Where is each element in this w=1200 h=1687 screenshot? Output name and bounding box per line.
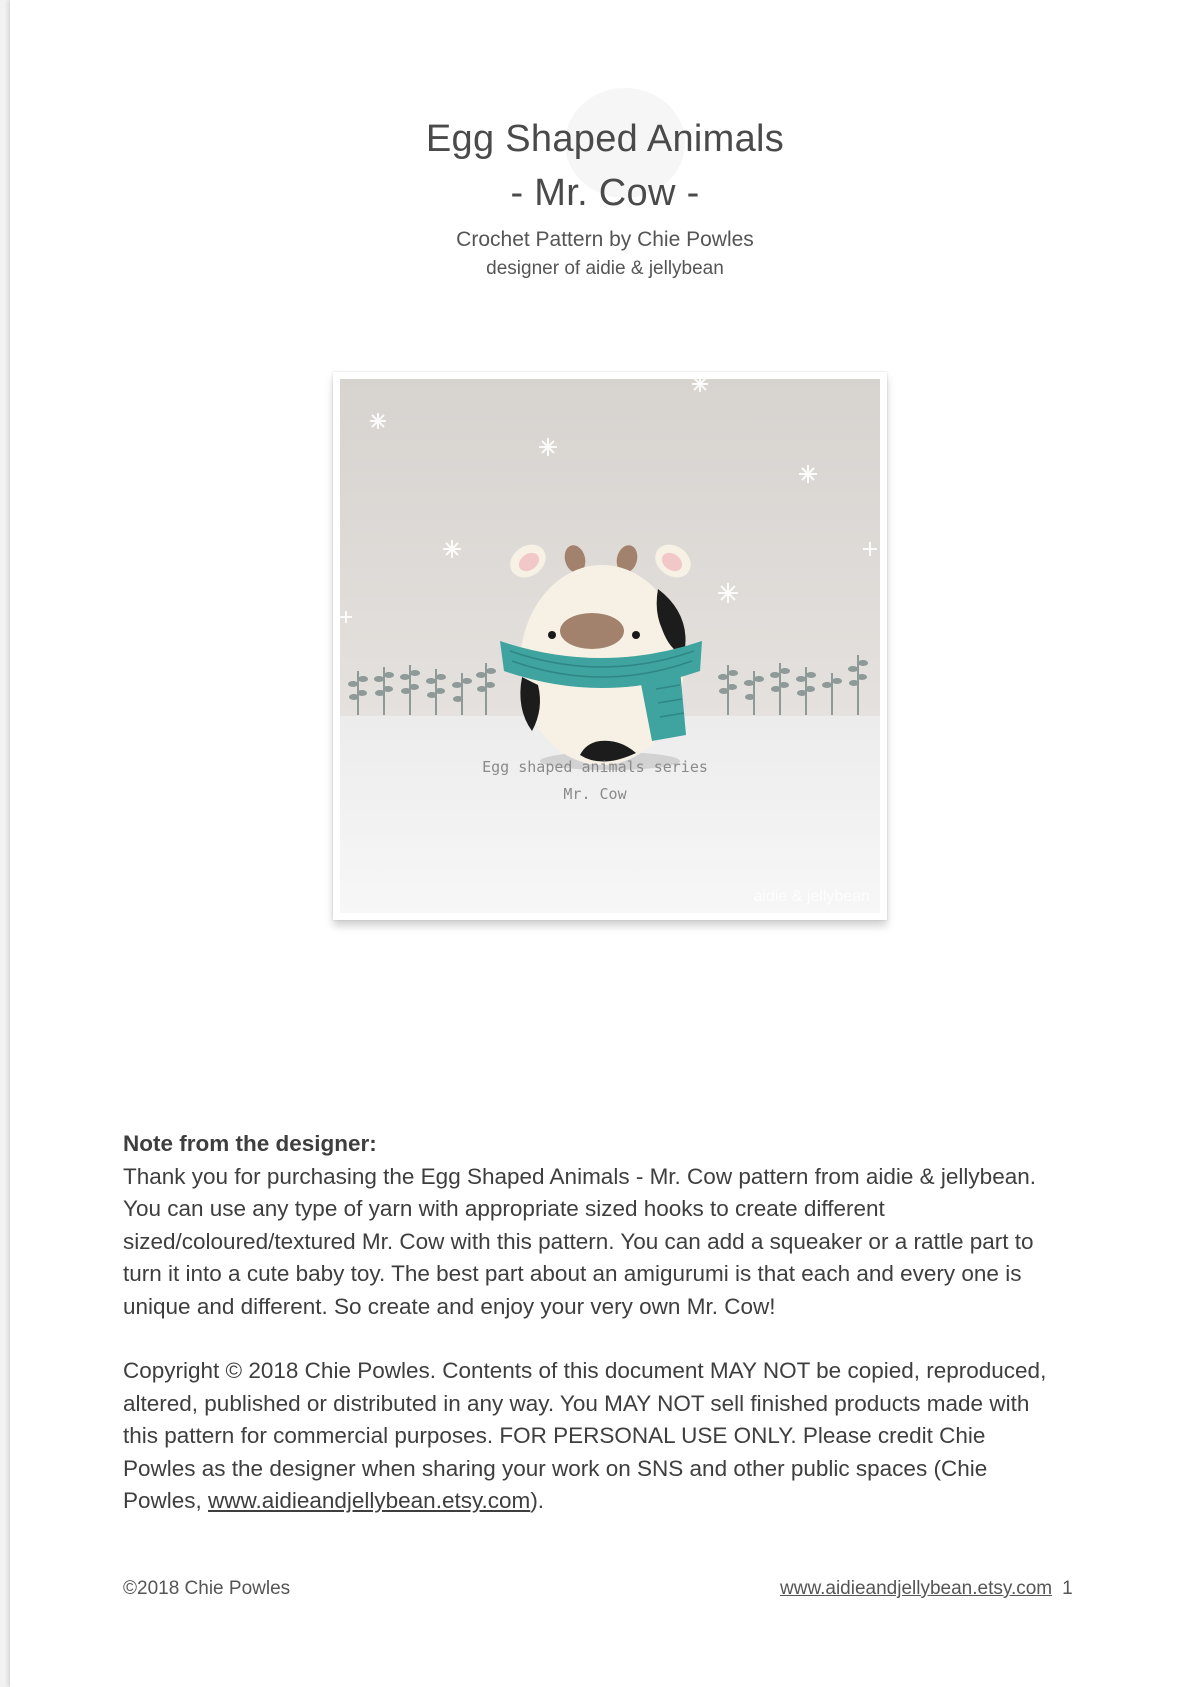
cow-photo-illustration (340, 379, 880, 913)
footer-copyright: ©2018 Chie Powles (123, 1578, 291, 1599)
document-page (10, 0, 1200, 1687)
cow-eye-left (548, 631, 556, 639)
designer-line: designer of aidie & jellybean (486, 258, 724, 279)
footer-right (780, 1578, 1073, 1600)
page-number: 1 (1062, 1578, 1073, 1599)
copyright-notice (123, 1355, 1063, 1518)
photo-frame (333, 372, 887, 920)
note-heading: Note from the designer: (123, 1131, 377, 1156)
designer-note (123, 1128, 1063, 1518)
cow-eye-right (632, 631, 640, 639)
cow-muzzle (560, 613, 624, 649)
title-line-2: - Mr. Cow - (510, 172, 700, 214)
etsy-link[interactable]: www.aidieandjellybean.etsy.com (208, 1488, 531, 1513)
cow-photo (340, 379, 880, 913)
photo-caption-line-2: Mr. Cow (563, 785, 627, 803)
footer-url-link[interactable]: www.aidieandjellybean.etsy.com (780, 1578, 1053, 1599)
subtitle: Crochet Pattern by Chie Powles (456, 228, 754, 251)
photo-watermark: aidie & jellybean (753, 888, 870, 905)
copyright-text: Copyright © 2018 Chie Powles. Contents of this document MAY NOT be copied, reproduced, altered, published or distributed in any way. You MAY NOT sell finished products made with this pattern for commercial purposes. FOR PERSONAL USE ONLY. Please credit Chie Powles as the designer when sharing your work on SNS and other public spaces (Chie Powles, (123, 1358, 1047, 1513)
title-line-1: Egg Shaped Animals (425, 118, 785, 160)
note-body: Thank you for purchasing the Egg Shaped Animals - Mr. Cow pattern from aidie & jellybean. You can use any type of yarn with appropriate sized hooks to create different sized/coloured/textured Mr. Cow with this pattern. You can add a squeaker or a rattle part to turn it into a cute baby toy. The best part about an amigurumi is that each and every one is unique and different. So create and enjoy your very own Mr. Cow! (123, 1163, 1036, 1319)
copyright-end: ). (530, 1488, 545, 1513)
photo-caption-line-1: Egg shaped animals series (482, 758, 708, 776)
